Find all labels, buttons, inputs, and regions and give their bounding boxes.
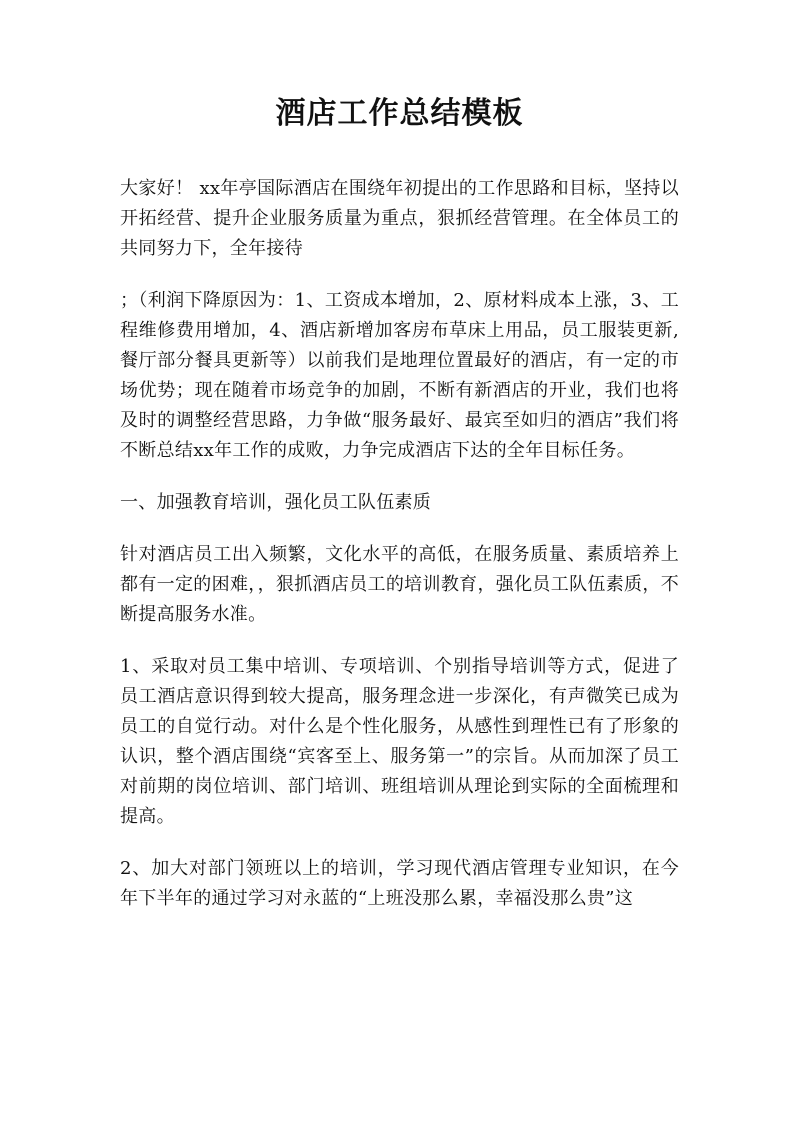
document-title: 酒店工作总结模板 xyxy=(275,96,524,131)
paragraph-profit-reasons: ；（利润下降原因为：1、工资成本增加，2、原材料成本上涨，3、工程维修费用增加，4、酒店新增加客房布草床上用品，员工服装更新,餐厅部分餐具更新等）以前我们是地理位置最好的酒店，有一定的市场优势；现在随着市场竞争的加剧，不断有新酒店的开业，我们也将及时的调整经营思路，力争做“服务最好、最宾至如归的酒店”我们将不断总结xx年工作的成败，力争完成酒店下达的全年目标任务。 xyxy=(120,290,679,461)
section-heading-training: 一、加强教育培训，强化员工队伍素质 xyxy=(120,492,432,513)
paragraph-training-item-2: 2、加大对部门领班以上的培训，学习现代酒店管理专业知识，在今年下半年的通过学习对永蓝的“上班没那么累，幸福没那么贵”这 xyxy=(120,858,679,909)
paragraph-training-item-1: 1、采取对员工集中培训、专项培训、个别指导培训等方式，促进了员工酒店意识得到较大提高，服务理念进一步深化，有声微笑已成为员工的自觉行动。对什么是个性化服务，从感性到理性已有了形象的认识，整个酒店围绕“宾客至上、服务第一”的宗旨。从而加深了员工对前期的岗位培训、部门培训、班组培训从理论到实际的全面梳理和提高。 xyxy=(120,656,679,827)
paragraph-training-overview: 针对酒店员工出入频繁，文化水平的高低，在服务质量、素质培养上都有一定的困难，，狠抓酒店员工的培训教育，强化员工队伍素质，不断提高服务水准。 xyxy=(120,544,679,625)
paragraph-intro: 大家好！ xx年亭国际酒店在围绕年初提出的工作思路和目标，坚持以开拓经营、提升企业服务质量为重点，狠抓经营管理。在全体员工的共同努力下，全年接待 xyxy=(120,178,679,259)
